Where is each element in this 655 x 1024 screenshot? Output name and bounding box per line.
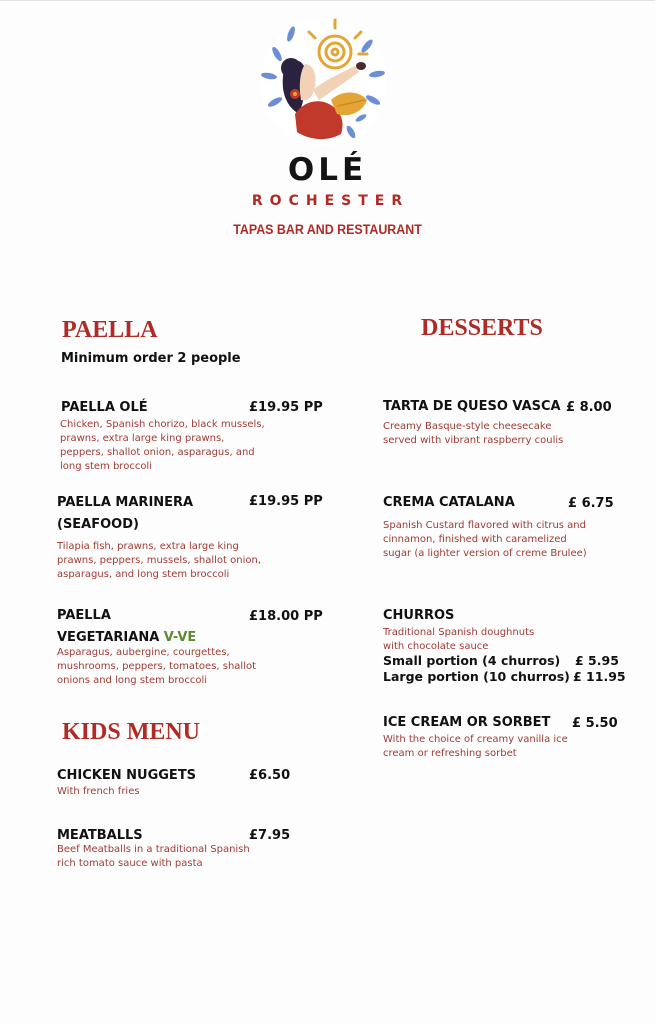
ole-logo-illustration — [255, 14, 391, 150]
paella-ole-price: £19.95 PP — [249, 400, 323, 415]
chicken-nuggets-description: With french fries — [57, 786, 140, 797]
crema-catalana-price: £ 6.75 — [568, 496, 614, 511]
ice-cream-or-sorbet-name: ICE CREAM OR SORBET — [383, 715, 551, 730]
churros-large-portion-price: £ 11.95 — [573, 669, 626, 684]
meatballs-name: MEATBALLS — [57, 828, 143, 843]
top-divider — [0, 0, 655, 1]
crema-catalana-description: Spanish Custard flavored with citrus and cinnamon, finished with caramelized sugar (a lighter version of creme Brulee) — [383, 520, 587, 559]
meatballs-price: £7.95 — [249, 828, 291, 843]
churros-name: CHURROS — [383, 608, 455, 623]
paella-marinera-name: PAELLA MARINERA — [57, 495, 194, 510]
vegan-tag: V-VE — [163, 630, 197, 645]
brand-name: OLÉ — [287, 152, 368, 188]
tarta-de-queso-description: Creamy Basque-style cheesecake served with vibrant raspberry coulis — [383, 421, 564, 446]
paella-vegetariana-name: PAELLA — [57, 608, 111, 623]
chicken-nuggets-price: £6.50 — [249, 768, 291, 783]
churros-large-portion-label: Large portion (10 churros) — [383, 669, 570, 684]
paella-minimum-note: Minimum order 2 people — [61, 351, 241, 366]
brand-tagline: TAPAS BAR AND RESTAURANT — [233, 222, 422, 237]
paella-marinera-description: Tilapia fish, prawns, extra large king prawns, peppers, mussels, shallot onion, asparagus, and long stem broccoli — [57, 541, 262, 580]
tarta-de-queso-name: TARTA DE QUESO VASCA — [383, 399, 561, 414]
paella-ole-name: PAELLA OLÉ — [61, 400, 148, 415]
kids-section-title: KIDS MENU — [62, 719, 201, 745]
churros-small-portion-price: £ 5.95 — [575, 653, 619, 668]
paella-vegetariana-description: Asparagus, aubergine, courgettes, mushrooms, peppers, tomatoes, shallot onions and long stem broccoli — [57, 647, 257, 686]
churros-small-portion-label: Small portion (4 churros) — [383, 653, 561, 668]
desserts-section-title: DESSERTS — [421, 315, 543, 341]
paella-vegetariana-price: £18.00 PP — [249, 609, 323, 624]
brand-location: ROCHESTER — [251, 193, 410, 209]
crema-catalana-name: CREMA CATALANA — [383, 495, 515, 510]
paella-marinera-price: £19.95 PP — [249, 494, 323, 509]
paella-marinera-name-line2: (SEAFOOD) — [57, 517, 139, 532]
meatballs-description: Beef Meatballs in a traditional Spanish rich tomato sauce with pasta — [57, 844, 250, 869]
paella-section-title: PAELLA — [62, 317, 158, 343]
paella-vegetariana-name-text: VEGETARIANA — [57, 630, 160, 645]
paella-ole-description: Chicken, Spanish chorizo, black mussels, prawns, extra large king prawns, peppers, shallot onion, asparagus, and long stem broccoli — [60, 419, 265, 472]
churros-description: Traditional Spanish doughnuts with chocolate sauce — [383, 627, 535, 652]
tarta-de-queso-price: £ 8.00 — [566, 400, 612, 415]
ice-cream-or-sorbet-price: £ 5.50 — [572, 716, 618, 731]
ice-cream-or-sorbet-description: With the choice of creamy vanilla ice cream or refreshing sorbet — [383, 734, 568, 759]
chicken-nuggets-name: CHICKEN NUGGETS — [57, 768, 197, 783]
